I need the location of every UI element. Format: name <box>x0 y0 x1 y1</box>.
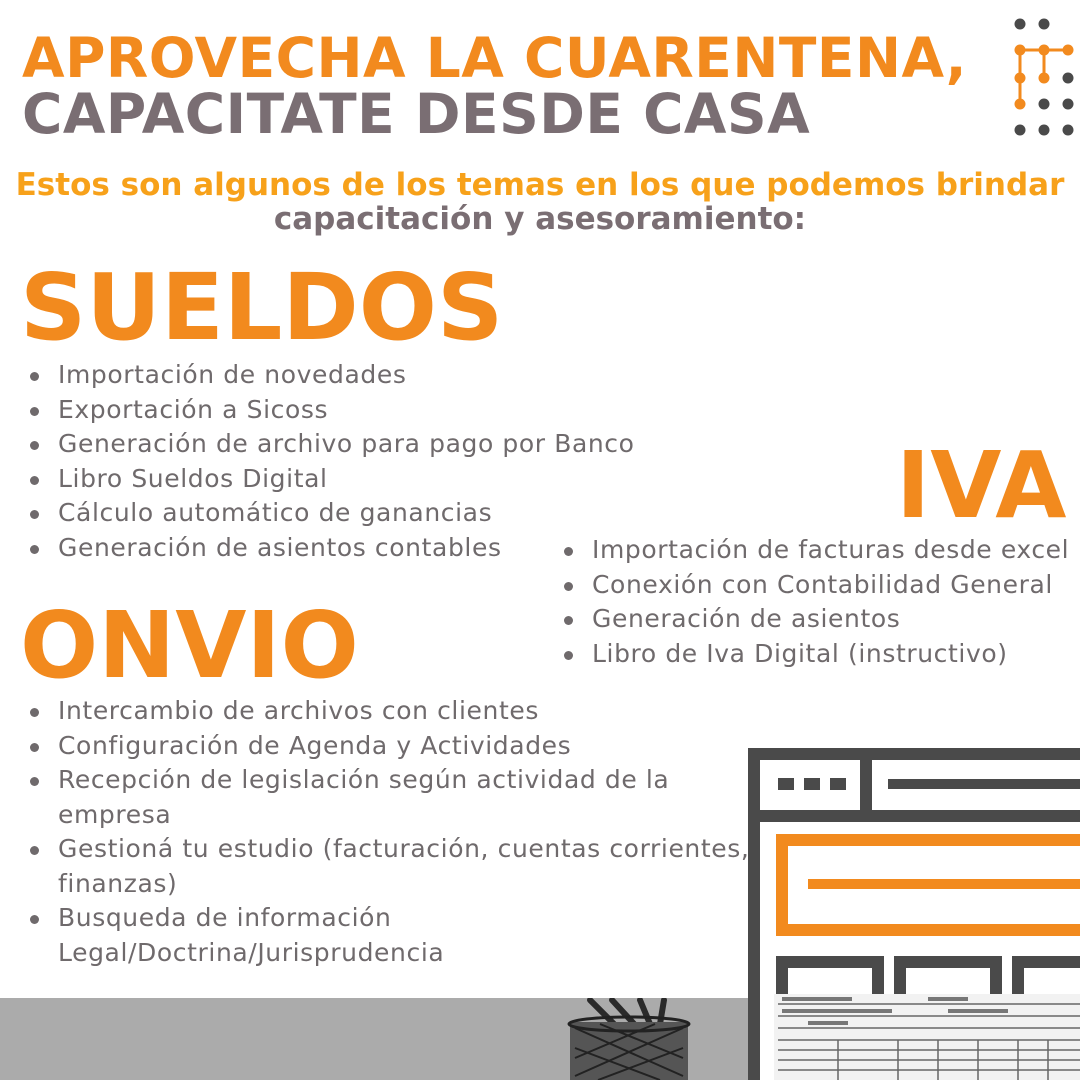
onvio-list <box>22 694 762 970</box>
section-title-sueldos: SUELDOS <box>20 254 504 361</box>
list-item: Libro Sueldos Digital <box>22 462 702 497</box>
section-title-onvio: ONVIO <box>20 592 359 699</box>
iva-list <box>556 533 1076 671</box>
list-item: Libro de Iva Digital (instructivo) <box>556 637 1076 672</box>
circuit-dots-icon <box>1008 16 1080 142</box>
list-item: Generación de asientos <box>556 602 1076 637</box>
list-item: Generación de archivo para pago por Banco <box>22 427 702 462</box>
list-item: Busqueda de información Legal/Doctrina/Jurisprudencia <box>22 901 762 970</box>
intro-line-2: capacitación y asesoramiento: <box>273 201 807 237</box>
document-window-icon <box>748 748 1080 1080</box>
intro-text <box>0 168 1080 236</box>
list-item: Configuración de Agenda y Actividades <box>22 729 762 764</box>
intro-line-1: Estos son algunos de los temas en los que podemos brindar <box>15 167 1065 203</box>
list-item: Importación de novedades <box>22 358 702 393</box>
list-item: Exportación a Sicoss <box>22 393 702 428</box>
list-item: Intercambio de archivos con clientes <box>22 694 762 729</box>
list-item: Generación de asientos contables <box>22 531 702 566</box>
list-item: Importación de facturas desde excel <box>556 533 1076 568</box>
list-item: Gestioná tu estudio (facturación, cuentas corrientes, finanzas) <box>22 832 762 901</box>
photo-strip <box>0 998 750 1080</box>
list-item: Cálculo automático de ganancias <box>22 496 702 531</box>
heading-line-2: CAPACITATE DESDE CASA <box>22 82 811 146</box>
list-item: Conexión con Contabilidad General <box>556 568 1076 603</box>
main-heading <box>22 26 967 146</box>
heading-line-1: APROVECHA LA CUARENTENA, <box>22 26 967 90</box>
pencil-cup-icon <box>0 998 750 1080</box>
list-item: Recepción de legislación según actividad de la empresa <box>22 763 762 832</box>
section-title-iva: IVA <box>896 432 1067 539</box>
